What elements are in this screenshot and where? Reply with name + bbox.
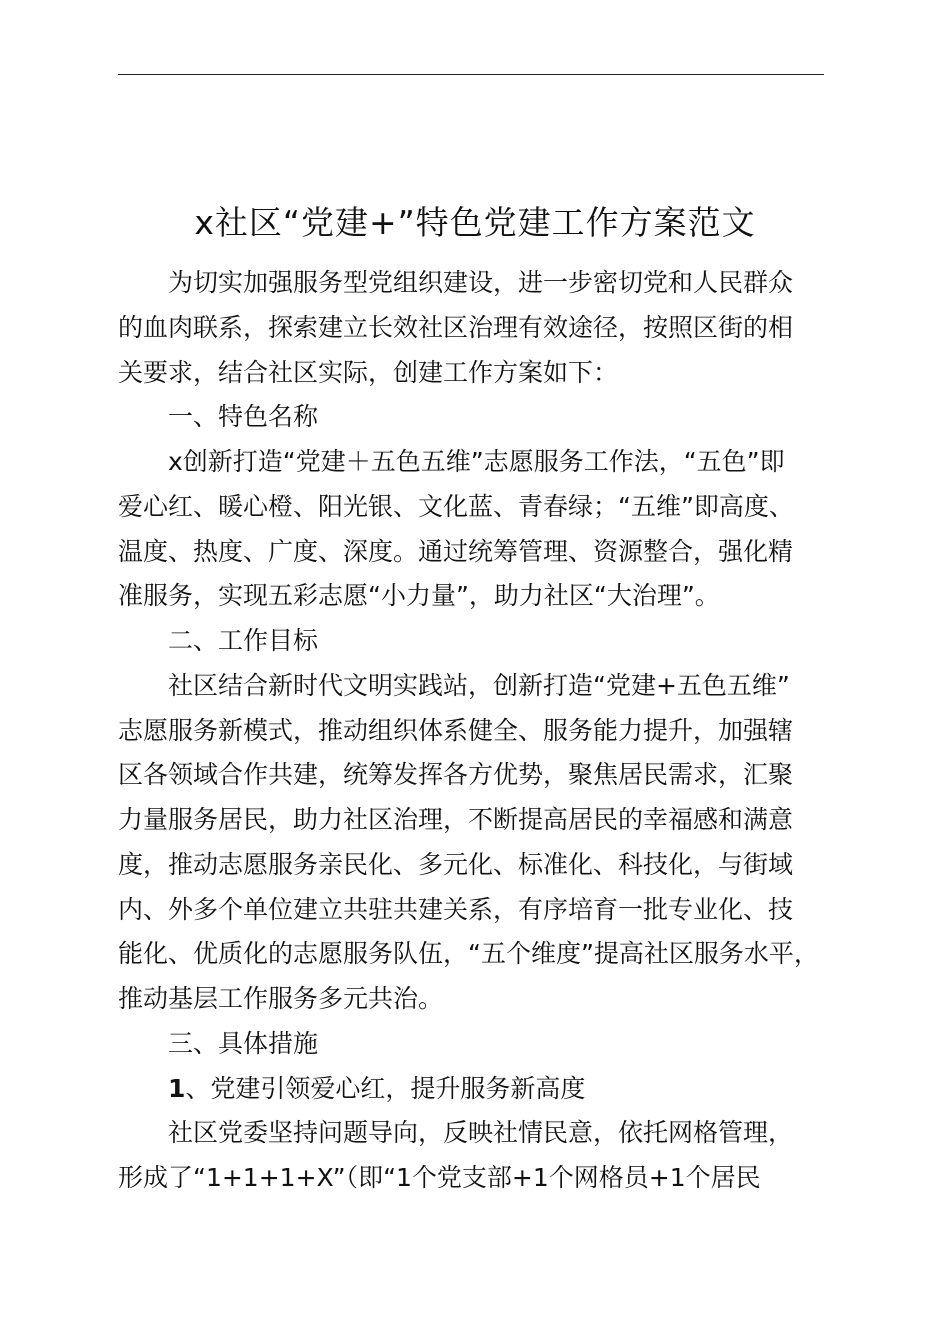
paragraph-line: 志愿服务新模式，推动组织体系健全、服务能力提升，加强辖 [118,716,794,745]
section-heading: 二、工作目标 [168,626,319,655]
paragraph-line: 关要求，结合社区实际，创建工作方案如下： [118,358,619,387]
paragraph-line: 的血肉联系，探索建立长效社区治理有效途径，按照区街的相 [118,313,794,342]
paragraph-line: 温度、热度、广度、深度。通过统筹管理、资源整合，强化精 [118,537,794,566]
document-title: x社区“党建+”特色党建工作方案范文 [194,203,756,242]
subsection-heading-text: 、党建引领爱心红，提升服务新高度 [185,1074,586,1103]
paragraph-line: 内、外多个单位建立共驻共建关系，有序培育一批专业化、技 [118,895,794,924]
section-heading: 一、特色名称 [168,402,319,431]
paragraph-line: 能化、优质化的志愿服务队伍，“五个维度”提高社区服务水平， [118,939,819,968]
measure-number: 1 [168,1074,186,1103]
header-rule [118,74,824,75]
paragraph-line: 社区结合新时代文明实践站，创新打造“党建+五色五维” [168,671,790,700]
paragraph-line: 为切实加强服务型党组织建设，进一步密切党和人民群众 [168,268,794,297]
section-heading: 三、具体措施 [168,1029,319,1058]
paragraph-line: 准服务，实现五彩志愿“小力量”，助力社区“大治理”。 [118,581,720,610]
paragraph-line: 推动基层工作服务多元共治。 [118,984,444,1013]
paragraph-line: 社区党委坚持问题导向，反映社情民意，依托网格管理， [168,1118,794,1147]
paragraph-line: 形成了“1+1+1+X”（即“1个党支部+1个网格员+1个居民 [118,1163,761,1192]
paragraph-line: x创新打造“党建＋五色五维”志愿服务工作法，“五色”即 [168,447,785,476]
paragraph-line: 力量服务居民，助力社区治理，不断提高居民的幸福感和满意 [118,805,794,834]
subsection-heading [168,1066,585,1111]
paragraph-line: 爱心红、暖心橙、阳光银、文化蓝、青春绿；“五维”即高度、 [118,492,794,521]
paragraph-line: 区各领域合作共建，统筹发挥各方优势，聚焦居民需求，汇聚 [118,760,794,789]
paragraph-line: 度，推动志愿服务亲民化、多元化、标准化、科技化，与街域 [118,850,794,879]
